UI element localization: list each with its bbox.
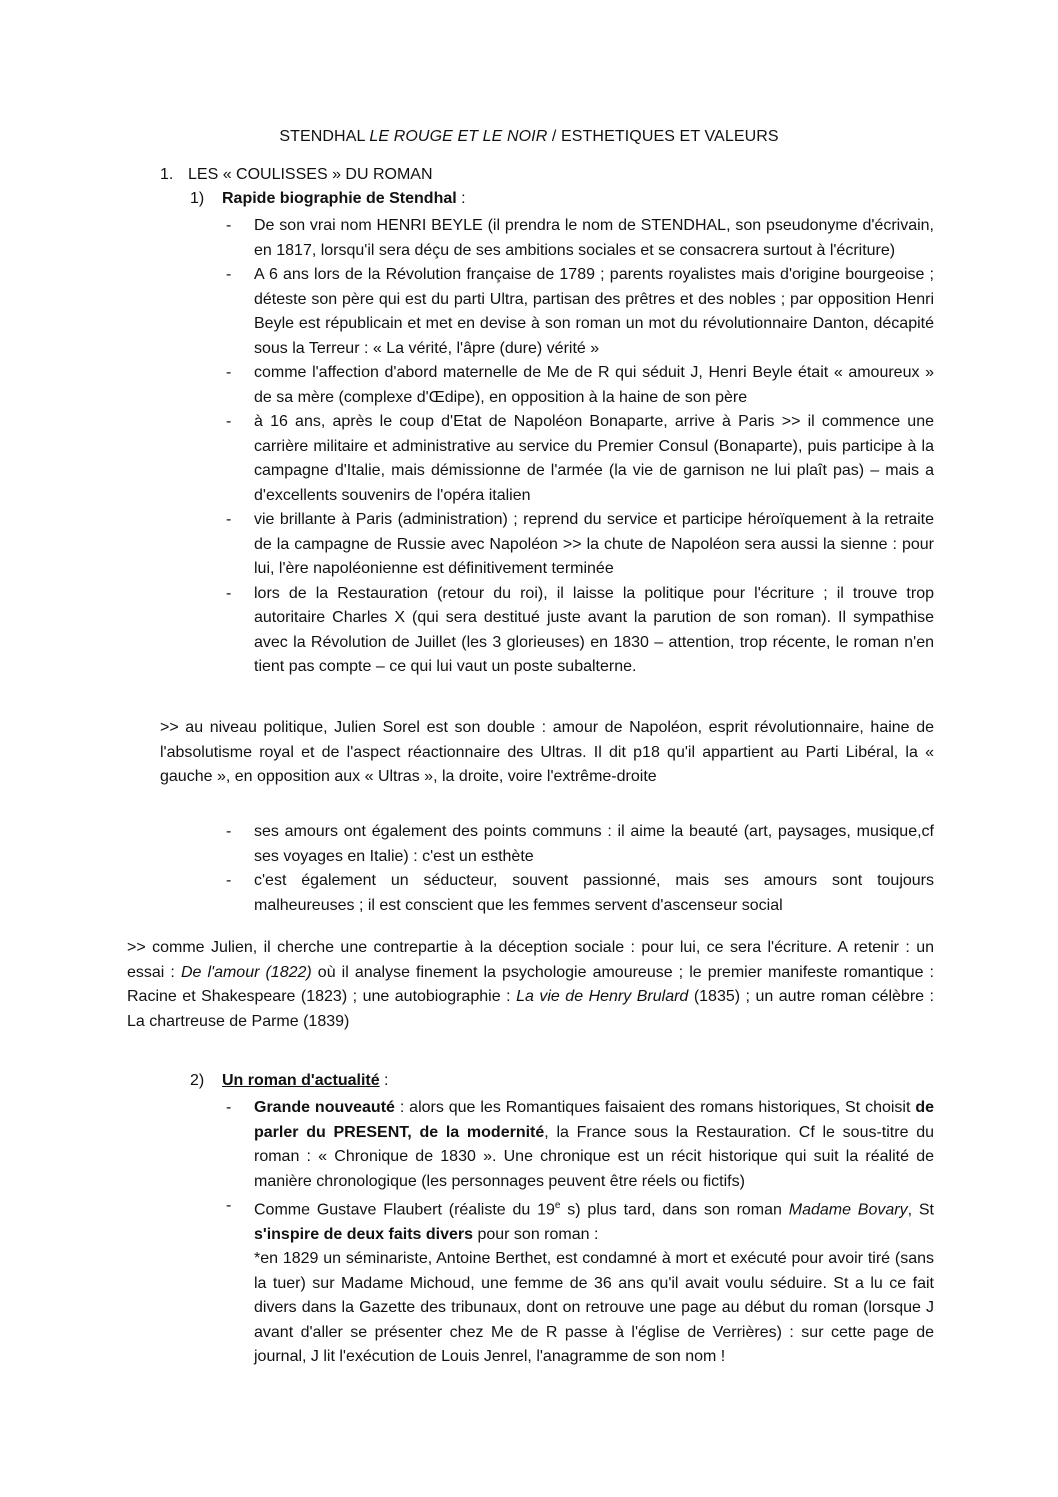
list-item: - vie brillante à Paris (administration) ; reprend du service et participe héroïquement à la retraite de la campagne de Russie avec Napoléon >> la chute de Napoléon sera aussi la sienne : pour lui, l'ère napoléonienne est définitivement terminée [226,508,934,582]
subsection-label: Rapide biographie de Stendhal [222,190,457,207]
subsection-label: Un roman d'actualité [222,1072,380,1089]
actuality-list [226,1096,934,1370]
list-item: - c'est également un séducteur, souvent passionné, mais ses amours sont toujours malheureuses ; il est conscient que les femmes servent d'ascenseur social [226,869,934,918]
fait-divers-detail: *en 1829 un séminariste, Antoine Berthet, est condamné à mort et exécuté pour avoir tiré (sans la tuer) sur Madame Michoud, une femme de 36 ans qu'il avait voulu séduire. St a lu ce fait divers dans la Gazette des tribunaux, dont on retrouve une page au début du roman (lorsque J avant d'aller se présenter chez Me de R passe à l'église de Verrières) : sur cette page de journal, J lit l'exécution de Louis Jenrel, l'anagramme de son nom ! [254,1250,934,1366]
list-item: - comme l'affection d'abord maternelle de Me de R qui séduit J, Henri Beyle était « amoureux » de sa mère (complexe d'Œdipe), en opposition à la haine de son père [226,361,934,410]
document-page: STENDHAL LE ROUGE ET LE NOIR / ESTHETIQUES ET VALEURS 1. LES « COULISSES » DU ROMAN 1) Rapide biographie de Stendhal : - De son vrai nom HENRI BEYLE (il prendra le nom de STENDHAL, son pseudonyme d'écrivain, en 1817, lorsqu'il sera déçu de ses ambitions sociales et se consacrera surtout à l'écriture) - A 6 ans lors de la Révolution française de 1789 ; parents royalistes mais d'origine bourgeoise ; déteste son père qui est du parti Ultra, partisan des prêtres et des nobles ; par opposition Henri Beyle est républicain et met en devise à son roman un mot du révolutionnaire Danton, décapité sous la Terreur : « La vérité, l'âpre (dure) vérité » - comme l'affection d'abord maternelle de Me de R qui séduit J, Henri Beyle était « amoureux » de sa mère (complexe d'Œdipe), en opposition à la haine de son père - à 16 ans, après le coup d'Etat de Napoléon Bonaparte, arrive à Paris >> il commence une carrière militaire et administrative au service du Premier Consul (Bonaparte), puis participe à la campagne d'Italie, mais démissionne de l'armée (la vie de garnison ne lui plaît pas) – mais a d'excellents souvenirs de l'opéra italien - vie brillante à Paris (administration) ; reprend du service et participe héroïquement à la retraite de la campagne de Russie avec Napoléon >> la chute de Napoléon sera aussi la sienne : pour lui, l'ère napoléonienne est définitivement terminée - lors de la Restauration (retour du roi), il laisse la politique pour l'écriture ; il trouve trop autoritaire Charles X (qui sera destitué juste avant la parution de son roman). Il sympathise avec la Révolution de Juillet (les 3 glorieuses) en 1830 – attention, trop récente, le roman n'en tient pas compte – ce qui lui vaut un poste subalterne. >> au niveau politique, Julien Sorel est son double : amour de Napoléon, esprit révolutionnaire, haine de l'absolutisme royal et de l'aspect réactionnaire des Ultras. Il dit p18 qu'il appartient au Parti Libéral, la « gauche », en opposition aux « Ultras », la droite, voire l'extrême-droite - ses amours ont également des points communs : il aime la beauté (art, paysages, musique,cf ses voyages en Italie) : c'est un esthète - c'est également un séducteur, souvent passionné, mais ses amours sont toujours malheureuses ; il est conscient que les femmes servent d'ascenseur social >> comme Julien, il cherche une contrepartie à la déception sociale : pour lui, ce sera l'écriture. A retenir : un essai : De l'amour (1822) où il analyse finement la psychologie amoureuse ; le premier manifeste romantique : Racine et Shakespeare (1823) ; une autobiographie : La vie de Henry Brulard (1835) ; un autre roman célèbre : La chartreuse de Parme (1839) 2) Un roman d'actualité : - Grande nouveauté : alors que les Romantiques faisaient des romans historiques, St choisit de parler du PRESENT, de la modernité, la France sous la Restauration. Cf le sous-titre du roman : « Chronique de 1830 ». Une chronique est un récit historique qui suit la réalité de manière chronologique (les personnages peuvent être réels ou fictifs) - Comme Gustave Flaubert (réaliste du 19e s) plus tard, dans son roman Madame Bovary, St s'inspire de deux faits divers pour son roman : *en 1829 un séminariste, Antoine Berthet, est condamné à mort et exécuté pour avoir tiré (sans la tuer) sur Madame Michoud, une femme de 36 ans qu'il avait voulu séduire. St a lu ce fait divers dans la Gazette des tribunaux, dont on retrouve une page au début du roman (lorsque J avant d'aller se présenter chez Me de R passe à l'église de Verrières) : sur cette page de journal, J lit l'exécution de Louis Jenrel, l'anagramme de son nom ! [0,0,1058,1497]
loves-list [226,820,934,918]
subsection-number: 1) [190,190,205,207]
subsection-number: 2) [190,1072,205,1089]
section-label: LES « COULISSES » DU ROMAN [188,166,433,183]
list-item: - Comme Gustave Flaubert (réaliste du 19e s) plus tard, dans son roman Madame Bovary, St s'inspire de deux faits divers pour son roman : *en 1829 un séminariste, Antoine Berthet, est condamné à mort et exécuté pour avoir tiré (sans la tuer) sur Madame Michoud, une femme de 36 ans qu'il avait voulu séduire. St a lu ce fait divers dans la Gazette des tribunaux, dont on retrouve une page au début du roman (lorsque J avant d'aller se présenter chez Me de R passe à l'église de Verrières) : sur cette page de journal, J lit l'exécution de Louis Jenrel, l'anagramme de son nom ! [226,1194,934,1370]
list-item: - lors de la Restauration (retour du roi), il laisse la politique pour l'écriture ; il trouve trop autoritaire Charles X (qui sera destitué juste avant la parution de son roman). Il sympathise avec la Révolution de Juillet (les 3 glorieuses) en 1830 – attention, trop récente, le roman n'en tient pas compte – ce qui lui vaut un poste subalterne. [226,582,934,680]
section-number: 1. [160,166,174,183]
list-item: - Grande nouveauté : alors que les Romantiques faisaient des romans historiques, St choisit de parler du PRESENT, de la modernité, la France sous la Restauration. Cf le sous-titre du roman : « Chronique de 1830 ». Une chronique est un récit historique qui suit la réalité de manière chronologique (les personnages peuvent être réels ou fictifs) [226,1096,934,1194]
document-title: STENDHAL LE ROUGE ET LE NOIR / ESTHETIQUES ET VALEURS [279,128,779,145]
list-item: - à 16 ans, après le coup d'Etat de Napoléon Bonaparte, arrive à Paris >> il commence une carrière militaire et administrative au service du Premier Consul (Bonaparte), puis participe à la campagne d'Italie, mais démissionne de l'armée (la vie de garnison ne lui plaît pas) – mais a d'excellents souvenirs de l'opéra italien [226,410,934,508]
list-item: - De son vrai nom HENRI BEYLE (il prendra le nom de STENDHAL, son pseudonyme d'écrivain, en 1817, lorsqu'il sera déçu de ses ambitions sociales et se consacrera surtout à l'écriture) [226,214,934,263]
list-item: - ses amours ont également des points communs : il aime la beauté (art, paysages, musique,cf ses voyages en Italie) : c'est un esthète [226,820,934,869]
biography-list [226,214,934,680]
novel-title: LE ROUGE ET LE NOIR [369,128,548,145]
writing-paragraph: >> comme Julien, il cherche une contrepartie à la déception sociale : pour lui, ce sera l'écriture. A retenir : un essai : De l'amour (1822) où il analyse finement la psychologie amoureuse ; le premier manifeste romantique : Racine et Shakespeare (1823) ; une autobiographie : La vie de Henry Brulard (1835) ; un autre roman célèbre : La chartreuse de Parme (1839) [127,939,935,1030]
list-item: - A 6 ans lors de la Révolution française de 1789 ; parents royalistes mais d'origine bourgeoise ; déteste son père qui est du parti Ultra, partisan des prêtres et des nobles ; par opposition Henri Beyle est républicain et met en devise à son roman un mot du révolutionnaire Danton, décapité sous la Terreur : « La vérité, l'âpre (dure) vérité » [226,263,934,361]
politics-paragraph: >> au niveau politique, Julien Sorel est son double : amour de Napoléon, esprit révolutionnaire, haine de l'absolutisme royal et de l'aspect réactionnaire des Ultras. Il dit p18 qu'il appartient au Parti Libéral, la « gauche », en opposition aux « Ultras », la droite, voire l'extrême-droite [160,719,934,785]
